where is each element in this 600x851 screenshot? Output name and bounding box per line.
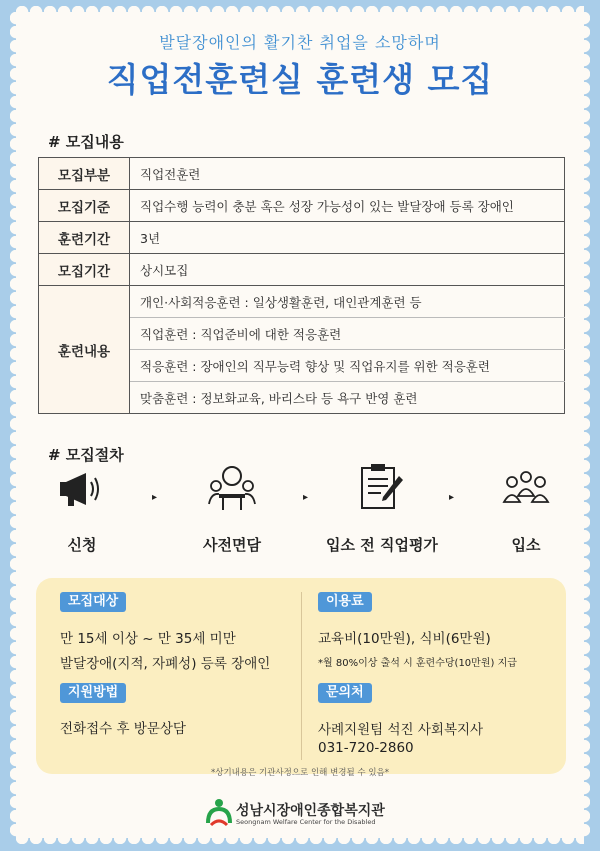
row-label: 훈련기간 xyxy=(39,222,130,254)
contact-phone: 031-720-2860 xyxy=(318,740,414,756)
table-row xyxy=(39,286,565,318)
row-value: 직업수행 능력이 충분 혹은 성장 가능성이 있는 발달장애 등록 장애인 xyxy=(130,190,565,222)
poster-subtitle: 발달장애인의 활기찬 취업을 소망하며 xyxy=(159,33,441,52)
training-item: 적응훈련 : 장애인의 직무능력 향상 및 직업유지를 위한 적응훈련 xyxy=(130,350,565,382)
target-badge: 모집대상 xyxy=(60,592,126,612)
training-item: 직업훈련 : 직업준비에 대한 적응훈련 xyxy=(130,318,565,350)
scalloped-border-right xyxy=(578,12,590,838)
contact-badge: 문의처 xyxy=(318,683,372,703)
recruitment-info-table xyxy=(38,157,565,414)
table-row xyxy=(39,222,565,254)
row-label: 훈련내용 xyxy=(39,286,130,414)
contact-name: 사례지원팀 석진 사회복지사 xyxy=(318,722,484,738)
step-arrow: ▸ xyxy=(152,492,158,503)
megaphone-icon xyxy=(58,470,106,510)
org-name-english: Seongnam Welfare Center for the Disabled xyxy=(236,818,376,826)
interview-icon xyxy=(207,464,257,512)
footnote: *상기내용은 기관사정으로 인해 변경될 수 있음* xyxy=(210,768,390,778)
scalloped-border-top xyxy=(16,6,584,18)
row-label: 모집기간 xyxy=(39,254,130,286)
section-heading-content: # 모집내용 xyxy=(48,133,124,151)
method-text: 전화접수 후 방문상담 xyxy=(60,721,186,737)
step-label-apply: 신청 xyxy=(67,536,97,554)
row-label: 모집부분 xyxy=(39,158,130,190)
training-item: 개인·사회적응훈련 : 일상생활훈련, 대인관계훈련 등 xyxy=(130,286,565,318)
step-label-admission: 입소 xyxy=(511,536,541,554)
method-badge: 지원방법 xyxy=(60,683,126,703)
section-heading-process: # 모집절차 xyxy=(48,446,124,464)
step-label-interview: 사전면담 xyxy=(203,536,261,554)
table-row xyxy=(39,190,565,222)
target-line: 발달장애(지적, 자폐성) 등록 장애인 xyxy=(60,656,271,672)
table-row xyxy=(39,254,565,286)
training-item: 맞춤훈련 : 정보화교육, 바리스타 등 욕구 반영 훈련 xyxy=(130,382,565,414)
scalloped-border-left xyxy=(10,12,22,838)
fee-note: *월 80%이상 출석 시 훈련수당(10만원) 지급 xyxy=(318,658,517,669)
row-value: 3년 xyxy=(130,222,565,254)
org-logo-icon xyxy=(205,797,233,827)
org-name: 성남시장애인종합복지관 xyxy=(236,803,385,819)
row-value: 상시모집 xyxy=(130,254,565,286)
target-line: 만 15세 이상 ~ 만 35세 미만 xyxy=(60,631,236,647)
step-label-evaluation: 입소 전 직업평가 xyxy=(326,536,438,554)
clipboard-icon xyxy=(359,462,405,512)
table-row xyxy=(39,158,565,190)
poster-title: 직업전훈련실 훈련생 모집 xyxy=(106,60,494,99)
group-icon xyxy=(500,470,552,510)
step-arrow: ▸ xyxy=(449,492,455,503)
step-arrow: ▸ xyxy=(303,492,309,503)
fee-badge: 이용료 xyxy=(318,592,372,612)
scalloped-border-bottom xyxy=(16,832,584,844)
row-label: 모집기준 xyxy=(39,190,130,222)
fee-text: 교육비(10만원), 식비(6만원) xyxy=(318,631,491,647)
info-box-divider xyxy=(301,592,302,760)
row-value: 직업전훈련 xyxy=(130,158,565,190)
